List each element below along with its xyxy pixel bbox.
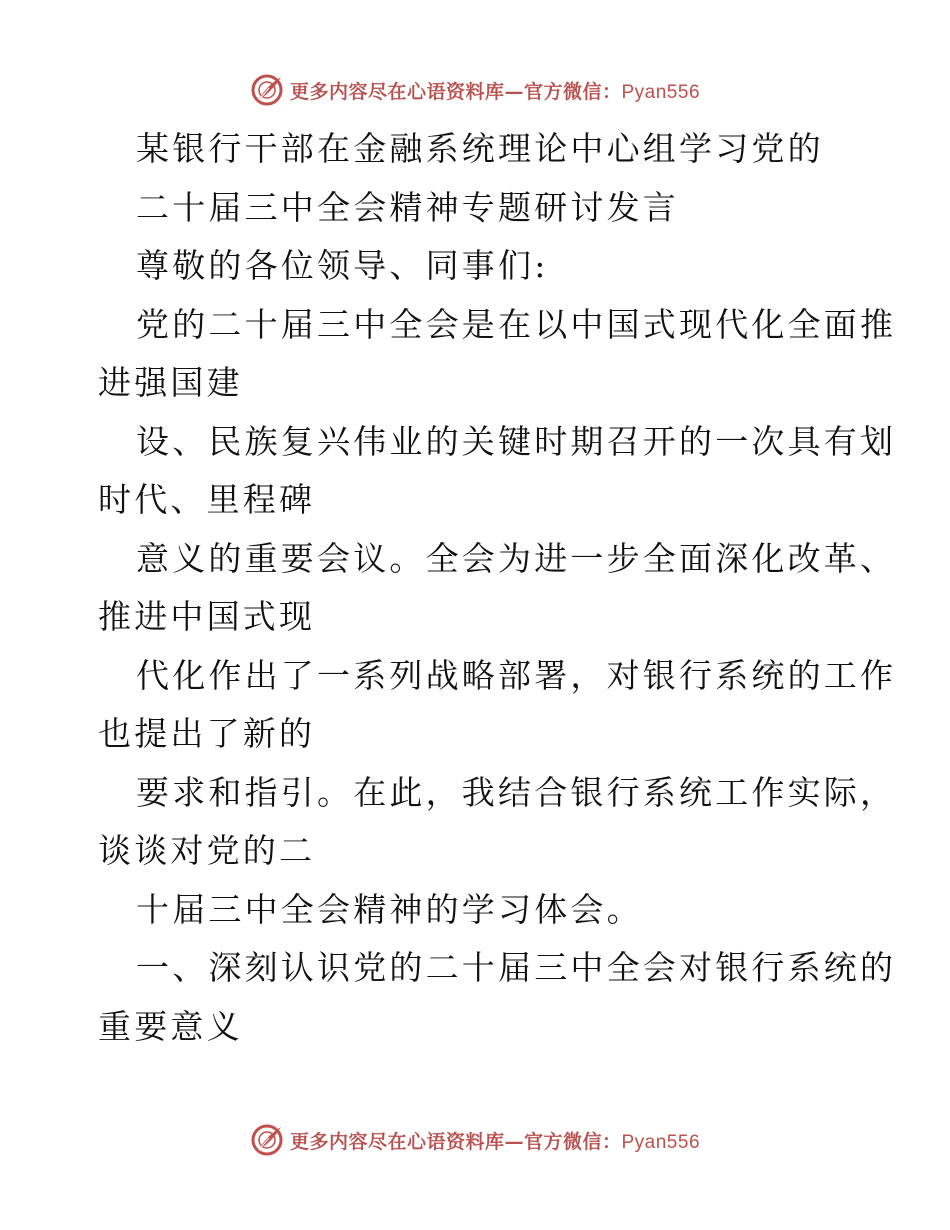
feather-quill-logo-icon xyxy=(250,1123,284,1157)
watermark-text xyxy=(290,1127,700,1154)
watermark-text xyxy=(290,77,700,104)
body-line: 进强国建 xyxy=(98,363,243,402)
salutation: 尊敬的各位领导、同事们: xyxy=(136,246,549,285)
body-paragraphs xyxy=(98,296,897,1057)
feather-quill-logo-icon xyxy=(250,73,284,107)
body-line: 推进中国式现 xyxy=(98,597,316,636)
body-line: 时代、里程碑 xyxy=(98,480,316,519)
body-line: 设、民族复兴伟业的关键时期召开的一次具有划 xyxy=(136,421,897,461)
body-line: 也提出了新的 xyxy=(98,714,316,753)
watermark-label: 更多内容尽在心语资料库—官方微信： xyxy=(289,80,622,103)
document-title-line-2: 二十届三中全会精神专题研讨发言 xyxy=(136,187,679,227)
body-line: 谈谈对党的二 xyxy=(98,831,316,870)
header-watermark xyxy=(0,70,950,110)
body-line: 重要意义 xyxy=(98,1006,243,1046)
document-body xyxy=(98,120,897,1056)
document-title-line-1: 某银行干部在金融系统理论中心组学习党的 xyxy=(136,129,824,168)
body-line: 代化作出了一系列战略部署，对银行系统的工作 xyxy=(136,655,897,695)
body-line: 意义的重要会议。全会为进一步全面深化改革、 xyxy=(136,538,897,578)
footer-watermark xyxy=(0,1120,950,1160)
watermark-wechat-id: Pyan556 xyxy=(621,81,701,103)
body-line: 要求和指引。在此，我结合银行系统工作实际， xyxy=(136,772,897,812)
body-line: 党的二十届三中全会是在以中国式现代化全面推 xyxy=(136,304,897,344)
body-line: 十届三中全会精神的学习体会。 xyxy=(136,889,643,929)
body-line: 一、深刻认识党的二十届三中全会对银行系统的 xyxy=(136,948,897,987)
watermark-label: 更多内容尽在心语资料库—官方微信： xyxy=(289,1130,622,1153)
watermark-wechat-id: Pyan556 xyxy=(621,1131,701,1153)
